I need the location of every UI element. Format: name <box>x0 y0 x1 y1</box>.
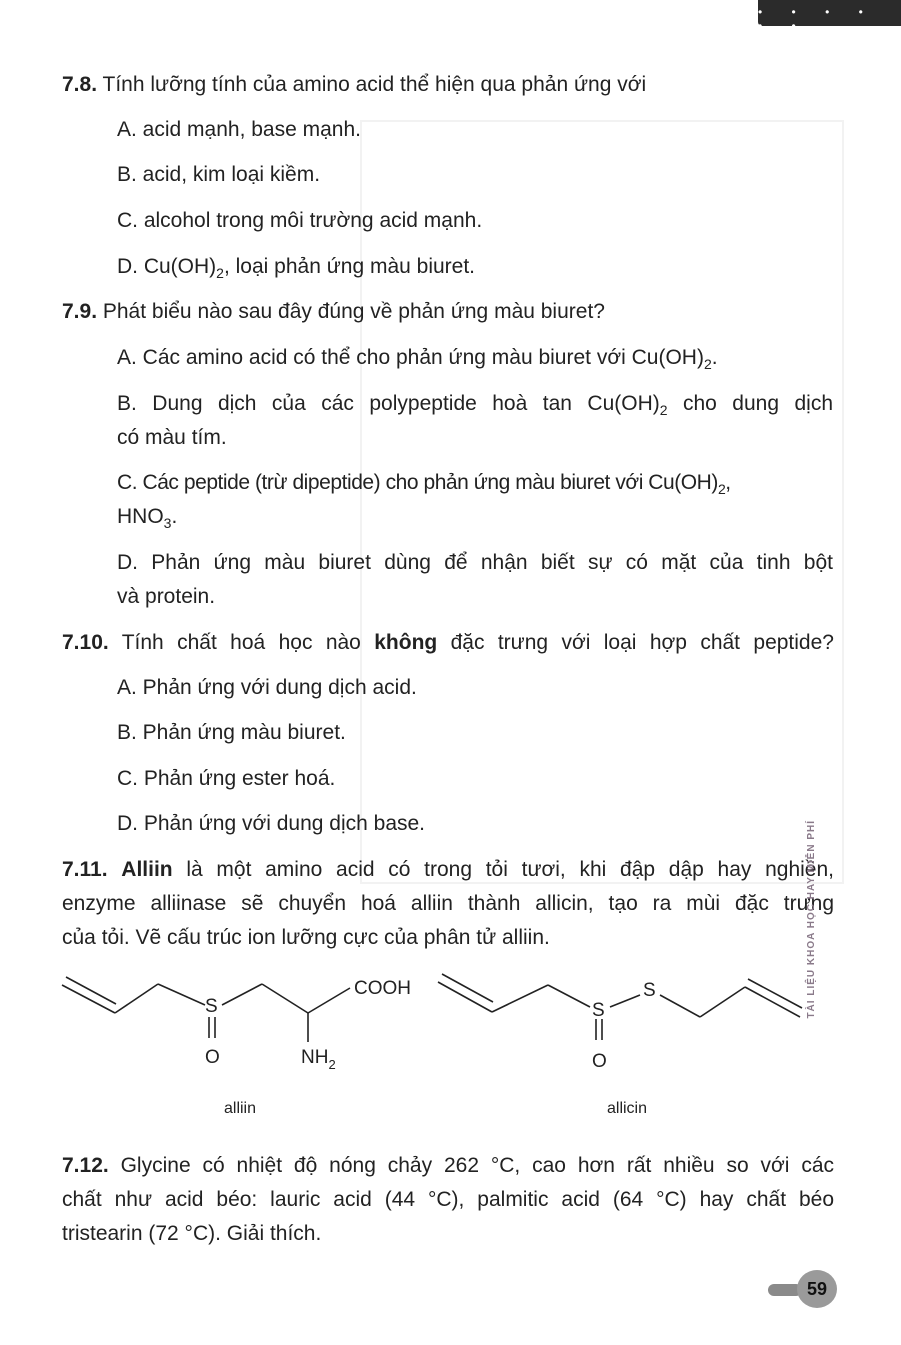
header-tab <box>758 0 901 33</box>
option-text: C. Phản ứng ester hoá. <box>117 767 336 790</box>
allicin-structure <box>438 974 802 1040</box>
option-text: B. Phản ứng màu biuret. <box>117 721 346 744</box>
question-number: 7.12. <box>62 1154 109 1177</box>
option-text: có màu tím. <box>117 426 227 449</box>
bond <box>548 985 590 1007</box>
option-text: B. Dung dịch của các polypeptide hoà tan Cu(OH) <box>117 392 660 415</box>
option-text: HNO <box>117 505 164 528</box>
question-7-12-line2 <box>62 1183 834 1217</box>
subscript: 2 <box>659 402 668 418</box>
question-number: 7.9. <box>62 300 98 323</box>
alliin-label: alliin <box>223 1100 257 1117</box>
bond <box>492 985 548 1012</box>
question-number: 7.11. <box>62 858 108 881</box>
question-7-8 <box>62 68 834 102</box>
option-d <box>117 807 833 841</box>
option-text: , <box>725 471 731 494</box>
option-c-line2 <box>117 500 833 534</box>
option-text: . <box>711 346 718 369</box>
option-text: A. Các amino acid có thể cho phản ứng màu biuret với Cu(OH) <box>117 346 704 369</box>
alliin-carboxyl: COOH <box>354 978 411 999</box>
header-dots: • • • • • • <box>758 5 876 33</box>
option-d-line2 <box>117 580 833 614</box>
option-text: B. acid, kim loại kiềm. <box>117 163 321 186</box>
subscript: 3 <box>163 515 172 531</box>
option-text: A. Phản ứng với dung dịch acid. <box>117 676 417 699</box>
question-text: của tỏi. Vẽ cấu trúc ion lưỡng cực của phân tử alliin. <box>62 926 550 949</box>
option-b-line2 <box>117 421 833 455</box>
option-text: C. alcohol trong môi trường acid mạnh. <box>117 209 483 232</box>
question-text: Tính chất hoá học nào <box>121 631 361 654</box>
bond <box>222 984 262 1005</box>
bond <box>308 988 350 1013</box>
page-number: 59 <box>797 1270 837 1308</box>
question-text: tristearin (72 °C). Giải thích. <box>62 1222 322 1245</box>
question-7-12 <box>62 1149 834 1183</box>
bond <box>115 984 158 1013</box>
option-c <box>117 762 833 796</box>
question-text: là một amino acid có trong tỏi tươi, khi đập dập hay nghiền, <box>186 858 834 881</box>
question-7-11-line3 <box>62 921 834 955</box>
option-text: cho dung dịch <box>667 392 833 415</box>
option-a <box>117 341 833 375</box>
option-a <box>117 113 833 147</box>
bond <box>660 995 700 1017</box>
option-text: , loại phản ứng màu biuret. <box>223 255 476 278</box>
alliin-oxygen: O <box>205 1047 220 1068</box>
question-text: enzyme alliinase sẽ chuyển hoá alliin thành allicin, tạo ra mùi đặc trưng <box>62 892 834 915</box>
bond <box>610 995 640 1007</box>
option-c <box>117 466 833 500</box>
subscript: 2 <box>703 356 712 372</box>
watermark <box>806 820 836 1120</box>
option-b <box>117 387 833 421</box>
option-b <box>117 716 833 750</box>
option-text: và protein. <box>117 585 216 608</box>
emphasis-word: không <box>374 631 438 654</box>
alliin-sulfur: S <box>205 996 218 1017</box>
option-d <box>117 250 833 284</box>
question-7-10 <box>62 626 834 660</box>
option-text: . <box>171 505 178 528</box>
question-number: 7.10. <box>62 631 109 654</box>
allicin-label: allicin <box>606 1100 648 1117</box>
question-text: chất như acid béo: lauric acid (44 °C), palmitic acid (64 °C) hay chất béo <box>62 1188 834 1211</box>
option-b <box>117 158 833 192</box>
emphasis-word: Alliin <box>121 858 173 881</box>
option-d <box>117 546 833 580</box>
subscript: 2 <box>717 481 726 497</box>
question-text: Glycine có nhiệt độ nóng chảy 262 °C, cao hơn rất nhiều so với các <box>120 1154 834 1177</box>
question-text: đặc trưng với loại hợp chất peptide? <box>450 631 834 654</box>
watermark-text: TÀI LIỆU KHOA HỌC HAY MIỄN PHÍ <box>806 820 817 1019</box>
amino-subscript: 2 <box>328 1057 336 1072</box>
question-text: Phát biểu nào sau đây đúng về phản ứng màu biuret? <box>102 300 605 323</box>
bond <box>262 984 308 1013</box>
question-7-11 <box>62 853 834 887</box>
question-7-11-line2 <box>62 887 834 921</box>
question-7-9 <box>62 295 834 329</box>
structure-diagrams <box>0 960 901 1130</box>
option-text: C. Các peptide (trừ dipeptide) cho phản ứng màu biuret với Cu(OH) <box>117 471 718 494</box>
amino-text: NH <box>301 1047 329 1068</box>
option-text: D. Phản ứng với dung dịch base. <box>117 812 426 835</box>
option-text: A. acid mạnh, base mạnh. <box>117 118 361 141</box>
question-text: Tính lưỡng tính của amino acid thể hiện qua phản ứng với <box>102 73 647 96</box>
bond <box>158 984 205 1005</box>
subscript: 2 <box>216 265 224 281</box>
option-text: D. Phản ứng màu biuret dùng để nhận biết sự có mặt của tinh bột <box>117 551 833 574</box>
allicin-oxygen: O <box>592 1051 607 1072</box>
alliin-amino <box>301 1047 336 1072</box>
question-number: 7.8. <box>62 73 98 96</box>
bond <box>700 987 745 1017</box>
option-a <box>117 671 833 705</box>
allicin-sulfur-2: S <box>643 980 656 1001</box>
option-c <box>117 204 833 238</box>
question-7-12-line3 <box>62 1217 834 1251</box>
allicin-sulfur-1: S <box>592 1000 605 1021</box>
option-text: D. Cu(OH) <box>117 255 217 278</box>
